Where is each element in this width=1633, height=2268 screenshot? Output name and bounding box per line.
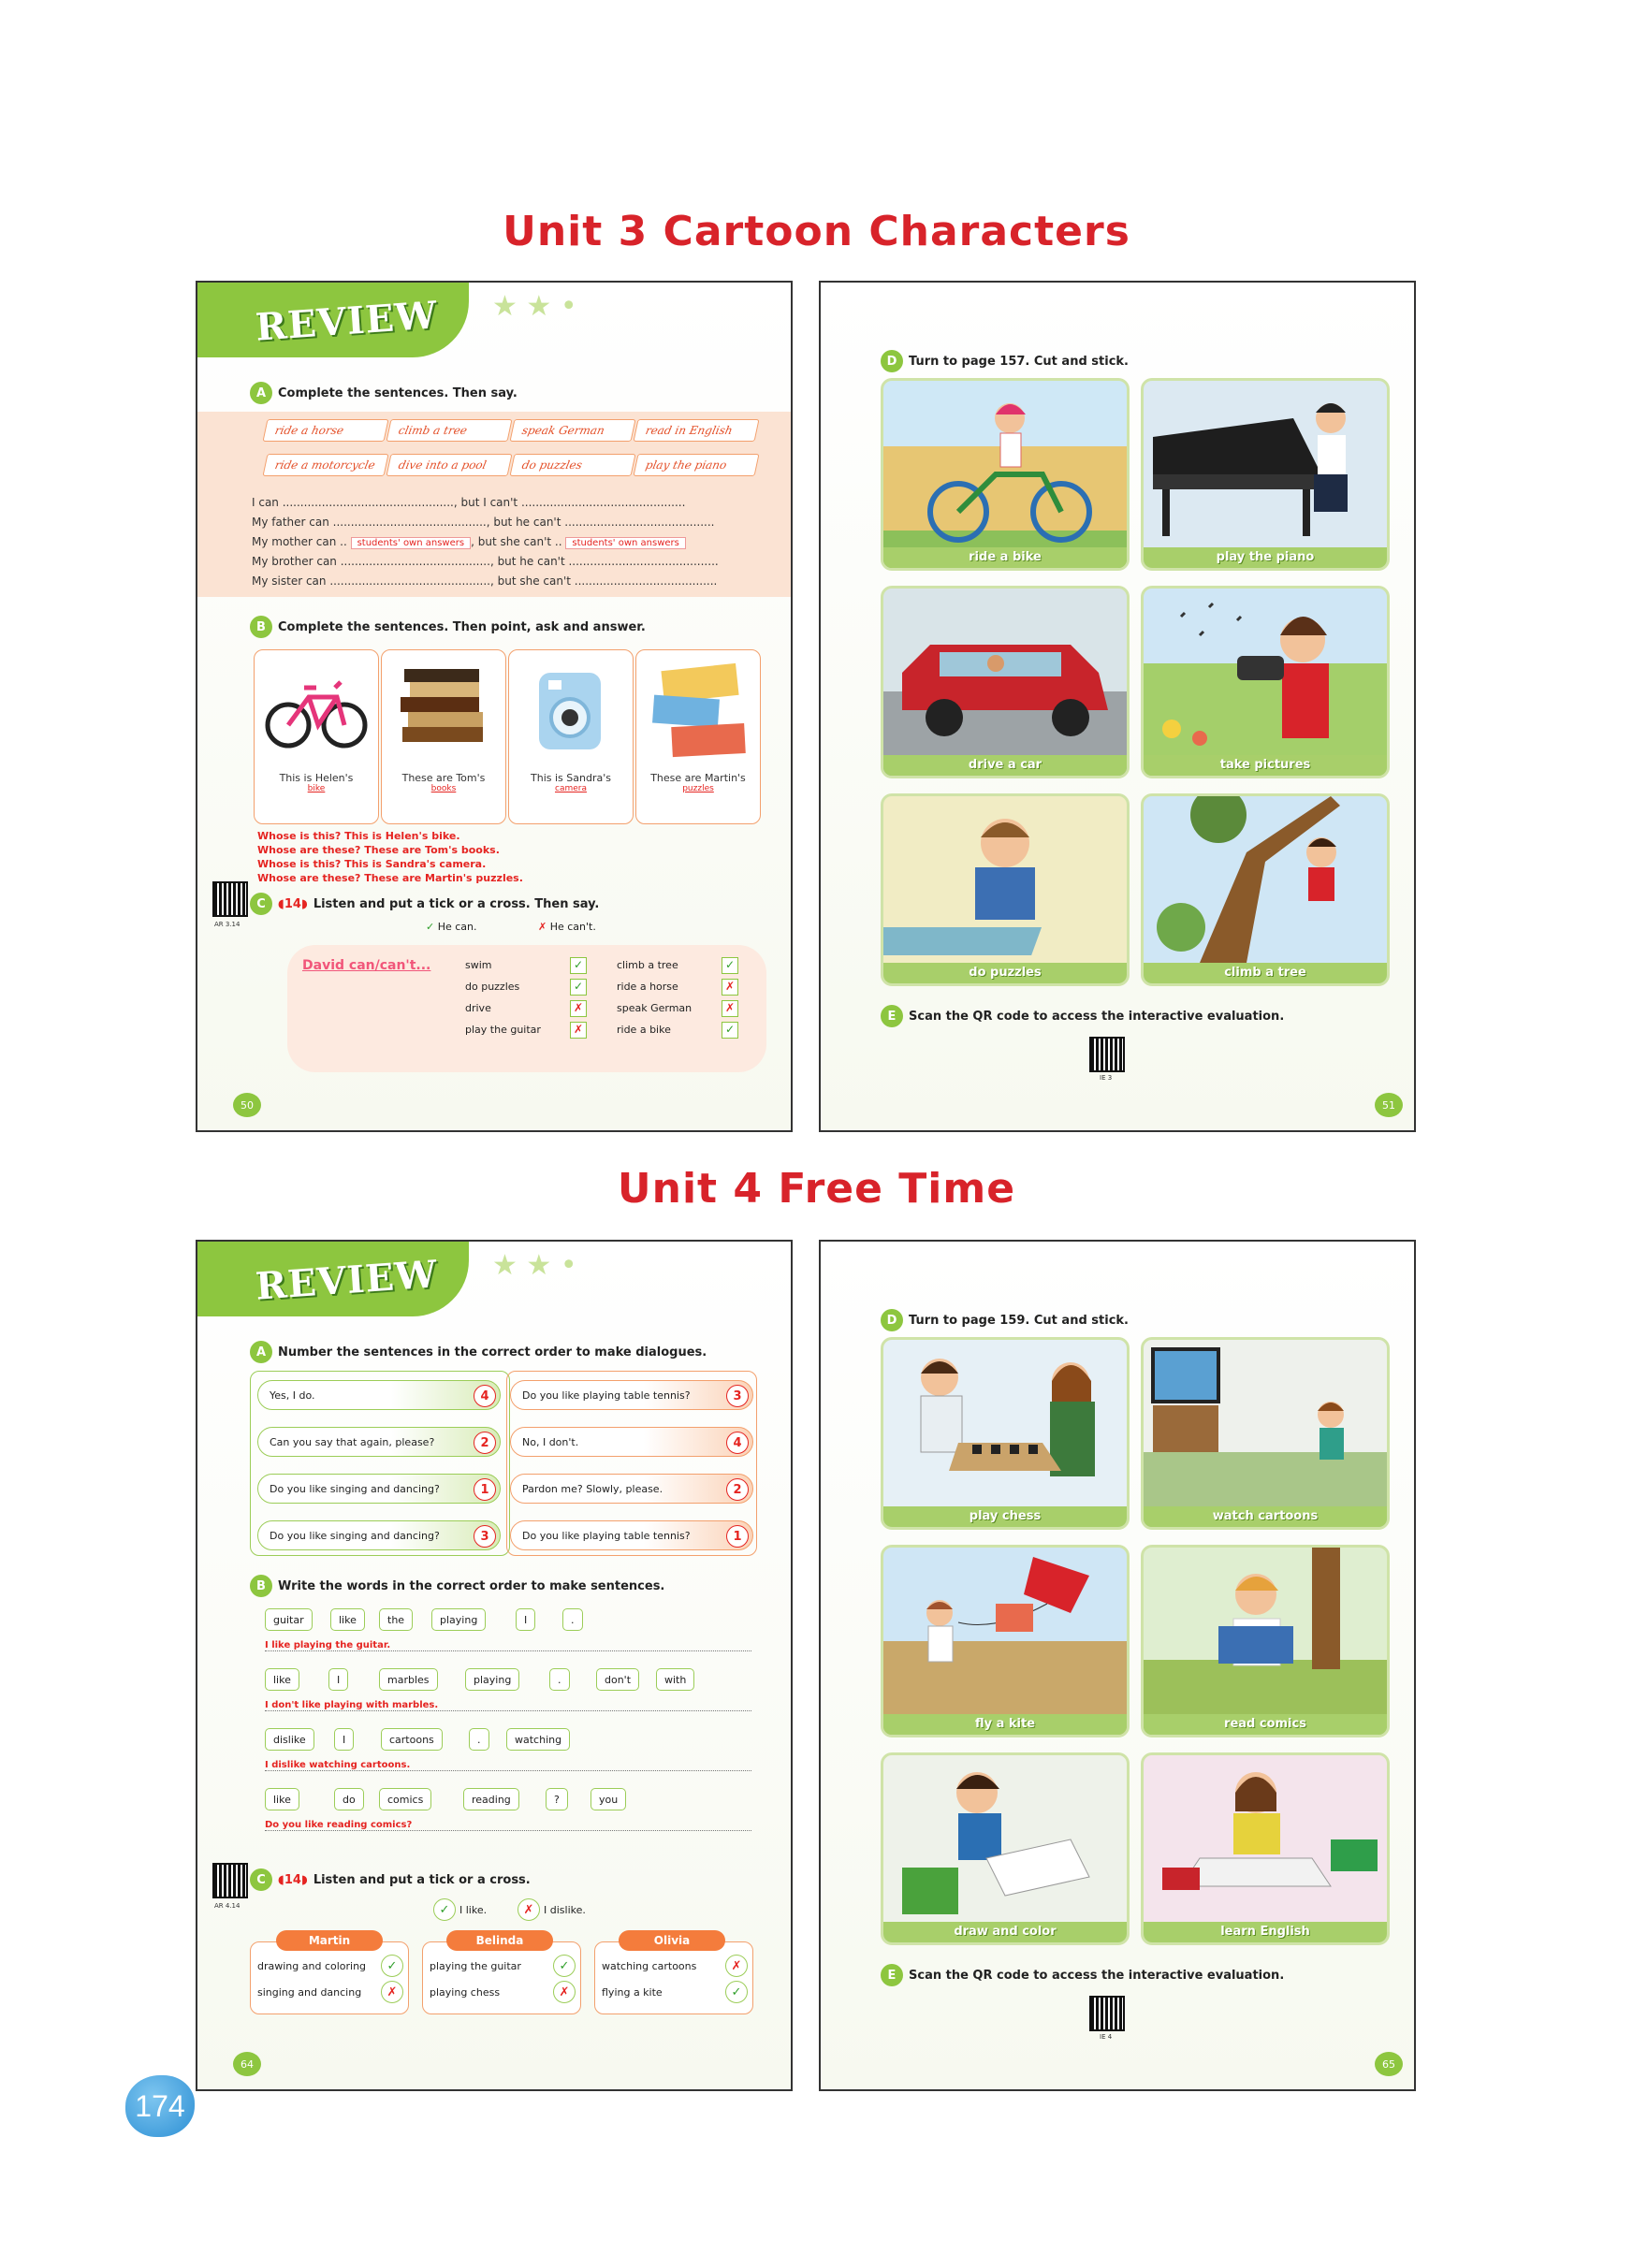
tick-key: ✓ He can.	[426, 921, 477, 933]
card-caption: These are Tom's	[401, 772, 486, 784]
section-d-heading	[881, 1309, 1129, 1331]
order-number: 2	[474, 1432, 496, 1454]
answer-check: ✓	[570, 957, 587, 974]
qr-label: IE 3	[1100, 1074, 1113, 1082]
qr-code[interactable]	[212, 1863, 248, 1898]
answer-check: ✓	[722, 1022, 738, 1039]
bike-card	[254, 649, 379, 824]
card-caption: These are Martin's	[650, 772, 746, 784]
car-scene-illustration	[883, 589, 1127, 755]
section-a-heading	[250, 382, 518, 404]
stars-decoration: ★ ★ •	[492, 1249, 577, 1282]
word-tile: the	[379, 1608, 413, 1631]
david-heading: David can/can't...	[302, 958, 431, 973]
person-name: Belinda	[446, 1930, 553, 1951]
section-c-instruction: Listen and put a tick or a cross. Then say.	[313, 896, 600, 911]
word-tile: ?	[546, 1788, 568, 1810]
photo-label: drive a car	[883, 755, 1127, 776]
piano-scene-illustration	[1144, 381, 1387, 547]
phrase-tag: play the piano	[633, 454, 759, 476]
section-b-badge: B	[250, 616, 272, 638]
photo-label: play the piano	[1144, 547, 1387, 568]
section-b-heading	[250, 616, 646, 638]
unit3-review-page-left	[196, 281, 793, 1132]
camera-card	[508, 649, 634, 824]
page-number: 51	[1375, 1093, 1403, 1117]
dialogue-line: Do you like playing table tennis? 3	[510, 1380, 753, 1410]
section-b-instruction: Complete the sentences. Then point, ask and answer.	[278, 619, 646, 634]
section-c-heading	[250, 893, 599, 915]
section-e-badge: E	[881, 1005, 903, 1027]
camera-scene-illustration	[1144, 589, 1387, 755]
drawing-scene-illustration	[883, 1755, 1127, 1922]
dialogue-line: Do you like singing and dancing? 1	[257, 1474, 501, 1504]
order-number: 1	[474, 1478, 496, 1501]
word-tile: cartoons	[381, 1728, 443, 1751]
sentence-line: My mother can .. students' own answers , but she can't .. students' own answers	[252, 535, 686, 548]
section-a-heading	[250, 1341, 707, 1363]
david-col1: swim ✓ do puzzles ✓ drive ✗ play the guitar ✗	[465, 954, 587, 1040]
qr-label: AR 3.14	[214, 921, 241, 928]
photo-read-comics	[1141, 1545, 1390, 1737]
word-tile: you	[591, 1788, 626, 1810]
photo-label: watch cartoons	[1144, 1506, 1387, 1527]
section-d-heading	[881, 350, 1129, 372]
person-box-martin	[250, 1941, 409, 2014]
order-number: 2	[726, 1478, 749, 1501]
kite-scene-illustration	[883, 1548, 1127, 1714]
section-a-badge: A	[250, 1341, 272, 1363]
order-number: 4	[474, 1385, 496, 1407]
unit3-review-page-right	[819, 281, 1416, 1132]
photo-take-pictures	[1141, 586, 1390, 778]
puzzles-card	[635, 649, 761, 824]
activity-row: flying a kite ✓	[602, 1981, 748, 2003]
bike-scene-illustration	[883, 381, 1127, 547]
phrase-tag: ride a horse	[262, 419, 388, 442]
section-e-badge: E	[881, 1964, 903, 1986]
section-d-badge: D	[881, 350, 903, 372]
photo-climb-a-tree	[1141, 793, 1390, 986]
photo-label: learn English	[1144, 1922, 1387, 1942]
phrase-tag: dive into a pool	[386, 454, 512, 476]
qr-code[interactable]	[1089, 1037, 1125, 1072]
dialogue-line: Pardon me? Slowly, please. 2	[510, 1474, 753, 1504]
puzzles-illustration	[644, 660, 751, 763]
word-tile: .	[469, 1728, 489, 1751]
studying-scene-illustration	[1144, 1755, 1387, 1922]
answer-check: ✗	[722, 979, 738, 996]
answer-box: students' own answers	[565, 537, 686, 549]
stars-decoration: ★ ★ •	[492, 290, 577, 323]
tree-scene-illustration	[1144, 796, 1387, 963]
answer-check: ✓	[725, 1981, 748, 2003]
book-page-number: 174	[125, 2075, 195, 2137]
section-a-instruction: Number the sentences in the correct order to make dialogues.	[278, 1345, 707, 1359]
camera-illustration	[517, 660, 623, 763]
section-e-heading	[881, 1964, 1284, 1986]
sentence-line: I can ................................................, but I can't ..............................................	[252, 496, 686, 509]
section-e-instruction: Scan the QR code to access the interactive evaluation.	[909, 1009, 1285, 1024]
dialogue-line: No, I don't. 4	[510, 1427, 753, 1457]
answer-check: ✓	[722, 957, 738, 974]
section-a-badge: A	[250, 382, 272, 404]
word-tile: like	[265, 1668, 299, 1691]
photo-learn-english	[1141, 1752, 1390, 1945]
page-number: 65	[1375, 2052, 1403, 2076]
person-box-olivia	[594, 1941, 753, 2014]
sentence-line: My sister can ............................................., but she can't ........................................	[252, 574, 718, 588]
word-tile: guitar	[265, 1608, 313, 1631]
page-number: 50	[233, 1093, 261, 1117]
qr-code[interactable]	[212, 881, 248, 917]
section-c-badge: C	[250, 1868, 272, 1891]
dialogue-line: Yes, I do. 4	[257, 1380, 501, 1410]
photo-draw-and-color	[881, 1752, 1130, 1945]
unit4-review-page-right	[819, 1240, 1416, 2091]
unit4-review-page-left	[196, 1240, 793, 2091]
photo-fly-a-kite	[881, 1545, 1130, 1737]
photo-drive-a-car	[881, 586, 1130, 778]
sentence-line: My father can ..........................................., but he can't ..........................................	[252, 516, 715, 529]
answer-check: ✓	[570, 979, 587, 996]
bike-illustration	[262, 660, 369, 763]
unit4-title: Unit 4 Free Time	[617, 1165, 1016, 1213]
cross-key: ✗ He can't.	[538, 921, 596, 933]
photo-label: climb a tree	[1144, 963, 1387, 983]
sentence-line: My brother can .........................................., but he can't ..........................................	[252, 555, 719, 568]
order-number: 3	[726, 1385, 749, 1407]
activity-row: singing and dancing ✗	[257, 1981, 403, 2003]
photo-play-the-piano	[1141, 378, 1390, 571]
card-answer: bike	[307, 784, 326, 793]
person-box-belinda	[422, 1941, 581, 2014]
photo-label: take pictures	[1144, 755, 1387, 776]
answer-check: ✗	[725, 1955, 748, 1977]
word-tile: like	[330, 1608, 365, 1631]
answer-check: ✗	[722, 1000, 738, 1017]
word-tile: I	[328, 1668, 348, 1691]
dialogue-line: Can you say that again, please? 2	[257, 1427, 501, 1457]
answer-check: ✓	[381, 1955, 403, 1977]
photo-ride-a-bike	[881, 378, 1130, 571]
section-d-badge: D	[881, 1309, 903, 1331]
order-number: 3	[474, 1525, 496, 1548]
tv-scene-illustration	[1144, 1340, 1387, 1506]
activity-row: playing chess ✗	[430, 1981, 576, 2003]
phrase-tag: read in English	[633, 419, 759, 442]
review-title: REVIEW	[254, 1252, 440, 1309]
photo-label: play chess	[883, 1506, 1127, 1527]
card-caption: This is Helen's	[279, 772, 354, 784]
sentence-answer: I like playing the guitar.	[265, 1640, 751, 1651]
section-d-instruction: Turn to page 159. Cut and stick.	[909, 1313, 1129, 1328]
qr-label: IE 4	[1100, 2033, 1113, 2041]
card-caption: This is Sandra's	[531, 772, 611, 784]
audio-track-icon[interactable]: ◖14◗	[278, 896, 308, 911]
answer-check: ✗	[570, 1022, 587, 1039]
section-b-heading	[250, 1575, 664, 1597]
card-answer: puzzles	[682, 784, 714, 793]
books-illustration	[389, 660, 496, 763]
answer-check: ✗	[570, 1000, 587, 1017]
dialogue-line: Do you like playing table tennis? 1	[510, 1520, 753, 1550]
phrase-tag: ride a motorcycle	[262, 454, 388, 476]
photo-play-chess	[881, 1337, 1130, 1530]
photo-label: do puzzles	[883, 963, 1127, 983]
card-answer: books	[430, 784, 457, 793]
answer-check: ✗	[381, 1981, 403, 2003]
answer-box: students' own answers	[351, 537, 472, 549]
sentence-answer: I dislike watching cartoons.	[265, 1760, 751, 1771]
section-b-answers: Whose is this? This is Helen's bike. Whose are these? These are Tom's books. Whose is this? This is Sandra's camera. Whose are these? These are Martin's puzzles.	[257, 830, 523, 884]
word-tile: playing	[431, 1608, 486, 1631]
puzzle-scene-illustration	[883, 796, 1127, 963]
word-tile: do	[334, 1788, 364, 1810]
chess-scene-illustration	[883, 1340, 1127, 1506]
audio-track-icon[interactable]: ◖14◗	[278, 1872, 308, 1887]
activity-row: watching cartoons ✗	[602, 1955, 748, 1977]
activity-row: playing the guitar ✓	[430, 1955, 576, 1977]
sentence-answer: I don't like playing with marbles.	[265, 1700, 751, 1711]
section-c-instruction: Listen and put a tick or a cross.	[313, 1872, 531, 1887]
word-tile: dislike	[265, 1728, 314, 1751]
answer-check: ✓	[553, 1955, 576, 1977]
phrase-tag: climb a tree	[386, 419, 512, 442]
card-answer: camera	[555, 784, 587, 793]
section-d-instruction: Turn to page 157. Cut and stick.	[909, 354, 1129, 369]
unit3-title: Unit 3 Cartoon Characters	[503, 208, 1130, 255]
word-tile: don't	[596, 1668, 639, 1691]
reading-scene-illustration	[1144, 1548, 1387, 1714]
activity-row: drawing and coloring ✓	[257, 1955, 403, 1977]
word-tile: with	[656, 1668, 694, 1691]
phrase-tag: speak German	[509, 419, 635, 442]
section-e-instruction: Scan the QR code to access the interactive evaluation.	[909, 1968, 1285, 1983]
sentence-answer: Do you like reading comics?	[265, 1820, 751, 1831]
word-tile: playing	[465, 1668, 519, 1691]
word-tile: I	[334, 1728, 354, 1751]
books-card	[381, 649, 506, 824]
answer-check: ✗	[553, 1981, 576, 2003]
cross-key: ✗ I dislike.	[518, 1898, 586, 1921]
page-number: 64	[233, 2052, 261, 2076]
word-tile: I	[516, 1608, 535, 1631]
photo-label: read comics	[1144, 1714, 1387, 1735]
word-tile: .	[562, 1608, 583, 1631]
word-tile: .	[549, 1668, 570, 1691]
phrase-tag: do puzzles	[509, 454, 635, 476]
photo-watch-cartoons	[1141, 1337, 1390, 1530]
tick-key: ✓ I like.	[433, 1898, 487, 1921]
qr-label: AR 4.14	[214, 1902, 241, 1910]
photo-label: fly a kite	[883, 1714, 1127, 1735]
qr-code[interactable]	[1089, 1996, 1125, 2031]
section-c-badge: C	[250, 893, 272, 915]
review-title: REVIEW	[254, 293, 440, 350]
word-tile: marbles	[379, 1668, 438, 1691]
word-tile: comics	[379, 1788, 431, 1810]
order-number: 1	[726, 1525, 749, 1548]
section-b-badge: B	[250, 1575, 272, 1597]
word-tile: reading	[463, 1788, 519, 1810]
word-tile: like	[265, 1788, 299, 1810]
person-name: Martin	[276, 1930, 383, 1951]
order-number: 4	[726, 1432, 749, 1454]
person-name: Olivia	[619, 1930, 725, 1951]
section-a-instruction: Complete the sentences. Then say.	[278, 385, 518, 400]
photo-label: draw and color	[883, 1922, 1127, 1942]
dialogue-line: Do you like singing and dancing? 3	[257, 1520, 501, 1550]
photo-do-puzzles	[881, 793, 1130, 986]
david-col2: climb a tree ✓ ride a horse ✗ speak German ✗ ride a bike ✓	[617, 954, 738, 1040]
section-c-heading	[250, 1868, 531, 1891]
section-b-instruction: Write the words in the correct order to make sentences.	[278, 1578, 665, 1593]
section-e-heading	[881, 1005, 1284, 1027]
word-tile: watching	[506, 1728, 570, 1751]
photo-label: ride a bike	[883, 547, 1127, 568]
